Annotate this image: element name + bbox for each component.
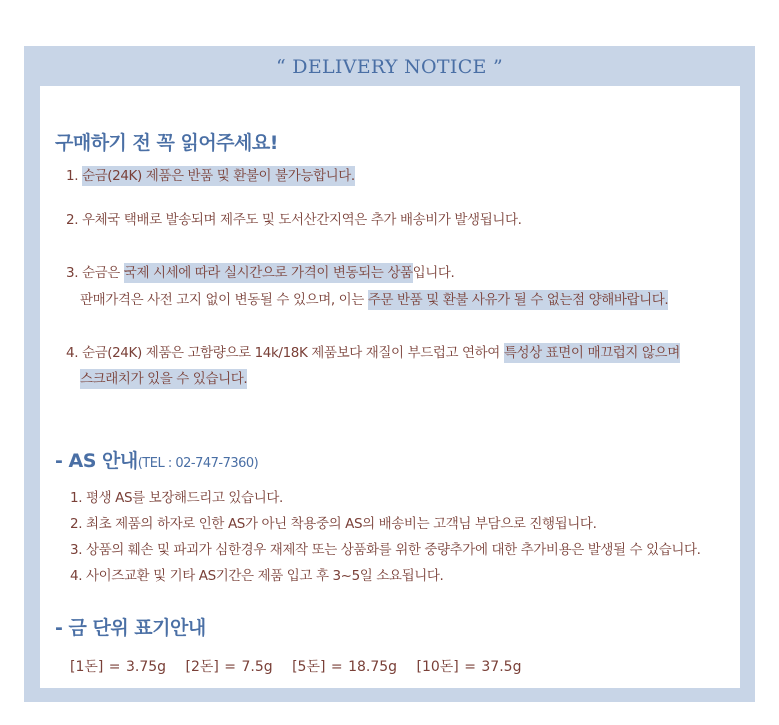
- unit-5don: [5돈] = 18.75g: [292, 659, 398, 675]
- as-item-3: 3. 상품의 훼손 및 파괴가 심한경우 재제작 또는 상품화를 위한 중량추가에 대한 추가비용은 발생될 수 있습니다.: [70, 542, 701, 558]
- notice-item-3: [66, 261, 454, 281]
- notice-item-3-highlight: 국제 시세에 따라 실시간으로 가격이 변동되는 상품: [123, 265, 413, 281]
- notice-item-3-line-2-highlight: 주문 반품 및 환불 사유가 될 수 없는점 양해바랍니다.: [367, 292, 669, 308]
- notice-item-4-line-2: [80, 367, 247, 387]
- notice-item-1-prefix: 1.: [66, 168, 82, 184]
- notice-item-4-line-2-highlight: 스크래치가 있을 수 있습니다.: [80, 371, 248, 387]
- units-list: [70, 656, 535, 676]
- notice-item-3-line-2: [80, 288, 668, 308]
- unit-2don: [2돈] = 7.5g: [185, 659, 273, 675]
- notice-item-3-suffix: 입니다.: [412, 265, 455, 281]
- delivery-notice-frame: [24, 46, 755, 702]
- unit-10don: [10돈] = 37.5g: [416, 659, 522, 675]
- as-phone: (TEL : 02-747-7360): [137, 456, 259, 471]
- notice-item-3-line-2-text: 판매가격은 사전 고지 없이 변동될 수 있으며, 이는: [80, 292, 368, 308]
- units-heading: - 금 단위 표기안내: [55, 617, 206, 639]
- notice-item-1: [66, 164, 355, 184]
- notice-panel: [40, 86, 740, 688]
- unit-1don: [1돈] = 3.75g: [70, 659, 167, 675]
- notice-item-4: [66, 341, 680, 361]
- notice-title: “ DELIVERY NOTICE ”: [275, 56, 504, 78]
- notice-item-3-prefix: 3. 순금은: [66, 265, 124, 281]
- must-read-heading: 구매하기 전 꼭 읽어주세요!: [55, 132, 278, 154]
- as-heading-label: - AS 안내: [55, 450, 138, 472]
- notice-item-2: 2. 우체국 택배로 발송되며 제주도 및 도서산간지역은 추가 배송비가 발생됩니다.: [66, 212, 522, 228]
- notice-item-1-highlight: 순금(24K) 제품은 반품 및 환불이 불가능합니다.: [81, 168, 355, 184]
- as-item-1: 1. 평생 AS를 보장해드리고 있습니다.: [70, 490, 283, 506]
- notice-item-4-text: 4. 순금(24K) 제품은 고함량으로 14k/18K 제품보다 재질이 부드럽고 연하여: [66, 345, 504, 361]
- as-item-2: 2. 최초 제품의 하자로 인한 AS가 아닌 착용중의 AS의 배송비는 고객님 부담으로 진행됩니다.: [70, 516, 597, 532]
- as-heading: [55, 446, 258, 473]
- as-item-4: 4. 사이즈교환 및 기타 AS기간은 제품 입고 후 3~5일 소요됩니다.: [70, 568, 444, 584]
- notice-item-4-highlight: 특성상 표면이 매끄럽지 않으며: [503, 345, 680, 361]
